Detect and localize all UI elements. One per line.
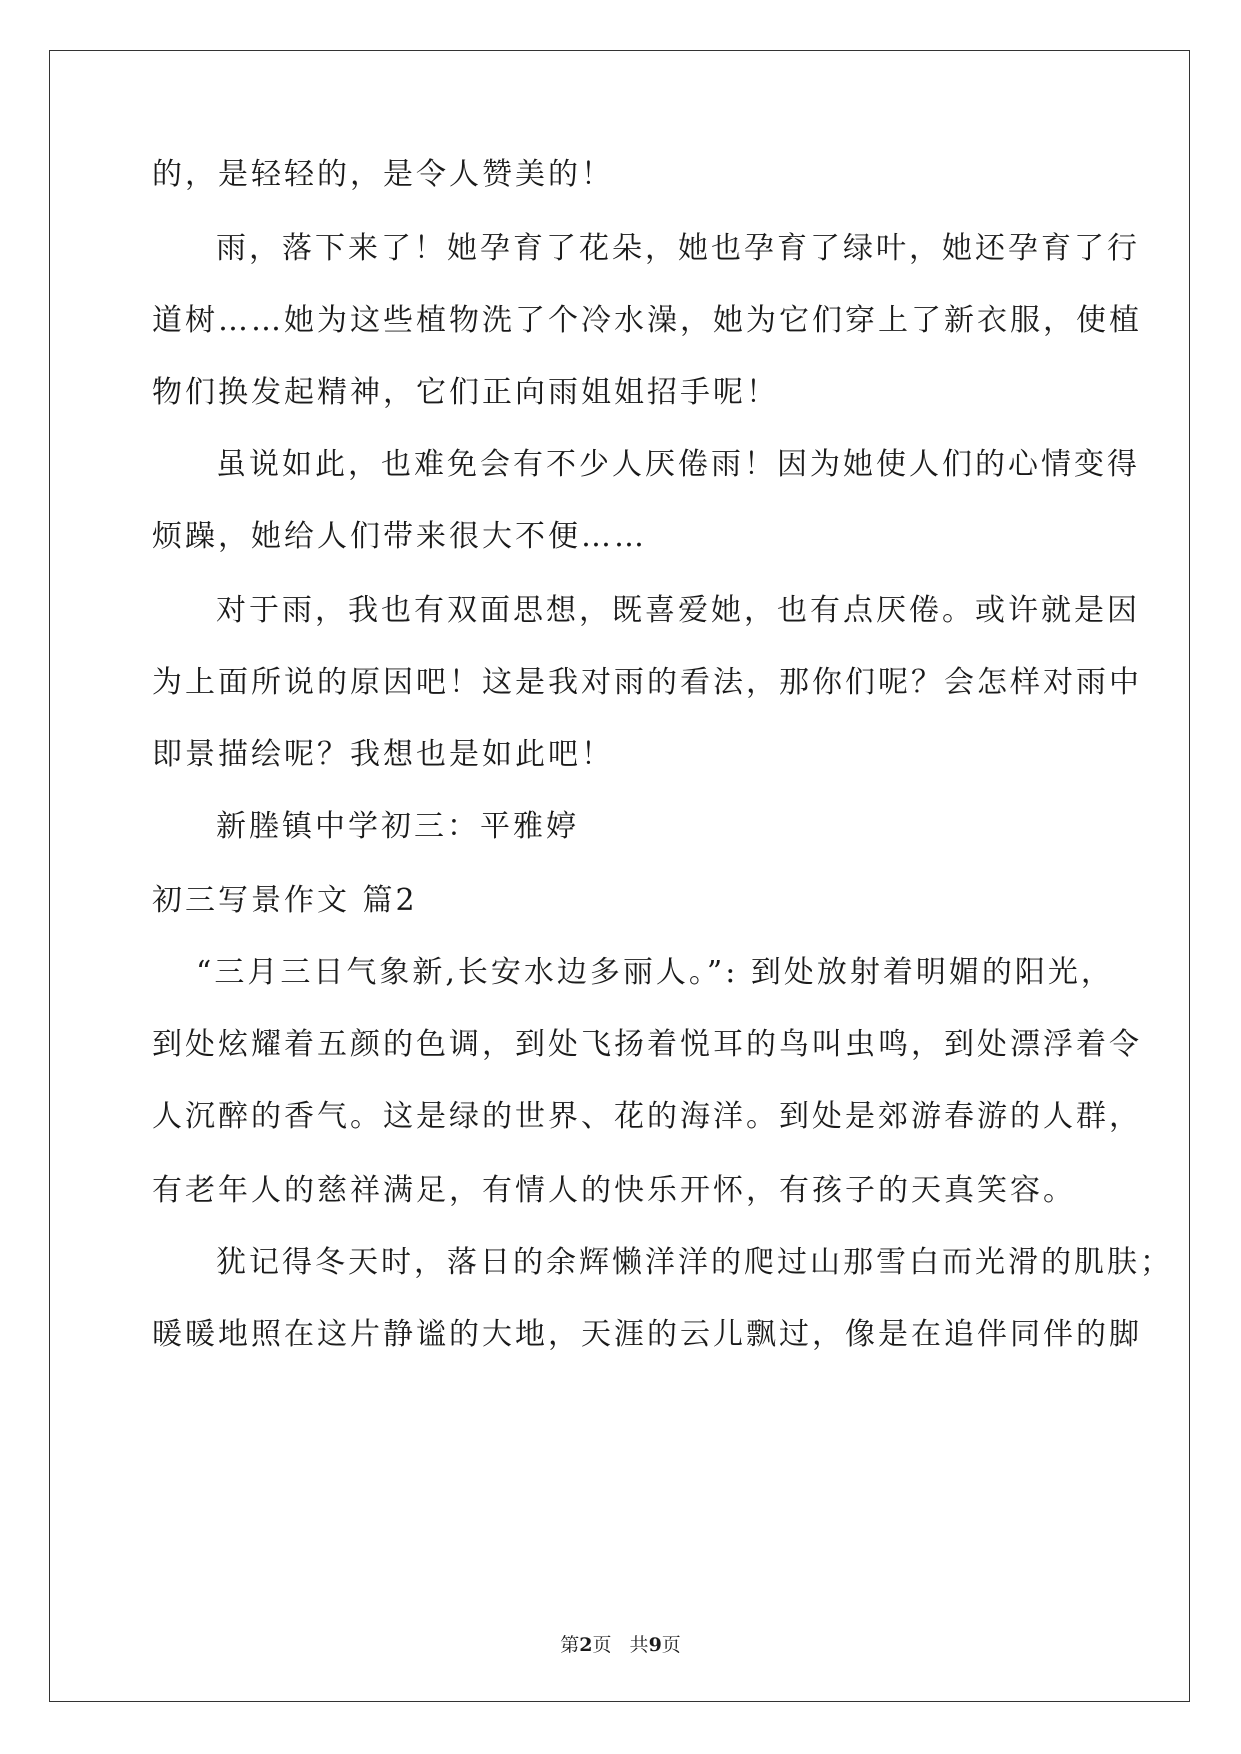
text-line: 虽说如此，也难免会有不少人厌倦雨！因为她使人们的心情变得 — [216, 447, 1140, 482]
text-line: 对于雨，我也有双面思想，既喜爱她，也有点厌倦。或许就是因 — [216, 593, 1140, 628]
text-line: 暖暖地照在这片静谧的大地，天涯的云儿飘过，像是在追伴同伴的脚 — [152, 1317, 1142, 1352]
text-line: 人沉醉的香气。这是绿的世界、花的海洋。到处是郊游春游的人群， — [152, 1099, 1142, 1134]
text-line: 有老年人的慈祥满足，有情人的快乐开怀，有孩子的天真笑容。 — [152, 1173, 1076, 1208]
text-line: 烦躁，她给人们带来很大不便…… — [152, 519, 647, 554]
text-line: 新塍镇中学初三：平雅婷 — [216, 809, 579, 844]
page-footer — [0, 1633, 1241, 1657]
text-line: 到处炫耀着五颜的色调，到处飞扬着悦耳的鸟叫虫鸣，到处漂浮着令 — [152, 1027, 1142, 1062]
footer-prefix: 第 — [560, 1634, 580, 1656]
text-line: 为上面所说的原因吧！这是我对雨的看法，那你们呢？会怎样对雨中 — [152, 665, 1142, 700]
total-page-number: 9 — [648, 1634, 662, 1656]
text-line: 犹记得冬天时，落日的余辉懒洋洋的爬过山那雪白而光滑的肌肤； — [216, 1245, 1173, 1280]
page-border — [49, 50, 1190, 1702]
text-line: 物们换发起精神，它们正向雨姐姐招手呢！ — [152, 375, 779, 410]
text-line: 即景描绘呢？我想也是如此吧！ — [152, 737, 614, 772]
footer-mid: 页 共 — [592, 1634, 649, 1656]
text-line: 道树……她为这些植物洗了个冷水澡，她为它们穿上了新衣服，使植 — [152, 303, 1142, 338]
current-page-number: 2 — [579, 1634, 593, 1656]
text-line: 雨，落下来了！她孕育了花朵，她也孕育了绿叶，她还孕育了行 — [216, 231, 1140, 266]
section-heading: 初三写景作文 篇2 — [152, 883, 418, 918]
footer-suffix: 页 — [661, 1634, 681, 1656]
text-line: 的，是轻轻的，是令人赞美的！ — [152, 157, 614, 192]
text-line: “三月三日气象新,长安水边多丽人。”: 到处放射着明媚的阳光， — [196, 955, 1114, 990]
